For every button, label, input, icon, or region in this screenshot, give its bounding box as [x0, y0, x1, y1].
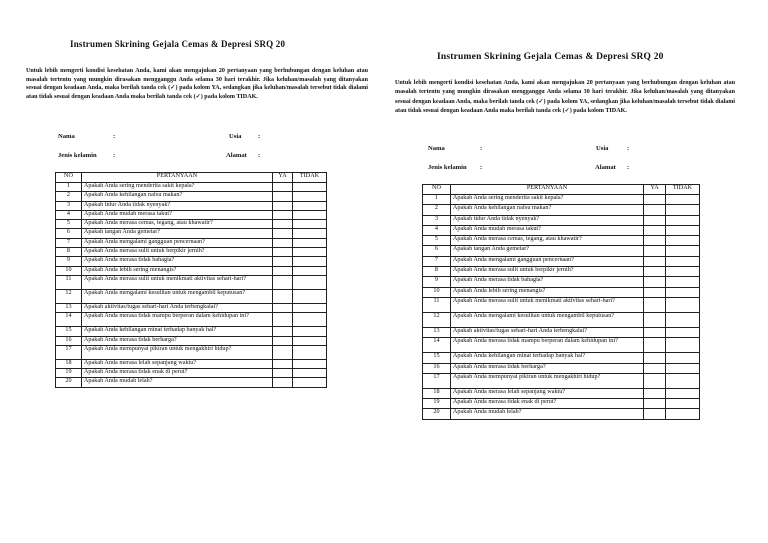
row-number: 4: [56, 210, 82, 219]
row-question: Apakah Anda merasa cemas, tegang, atau khawatir?: [81, 220, 272, 229]
row-question: Apakah tidur Anda tidak nyenyak?: [450, 215, 643, 225]
table-row: [423, 215, 700, 225]
row-question: Apakah Anda mengalami gangguan pencernaan?: [450, 256, 643, 266]
row-question: Apakah Anda mempunyai pikiran untuk mengakhiri hidup?: [81, 345, 272, 359]
usia-label: Usia: [596, 145, 609, 152]
row-question: Apakah aktivitas/tugas sehari-hari Anda terbengkalai?: [450, 327, 643, 337]
row-question: Apakah Anda merasa tidak bahagia?: [81, 257, 272, 266]
table-row: [423, 297, 700, 312]
ya-answer-cell[interactable]: [273, 229, 293, 238]
usia-colon: :: [258, 133, 261, 140]
row-number: 18: [56, 359, 82, 368]
table-header-row: [56, 173, 327, 183]
table-row: [56, 192, 327, 201]
tidak-answer-cell[interactable]: [293, 266, 327, 275]
tidak-answer-cell[interactable]: [293, 238, 327, 247]
ya-answer-cell[interactable]: [273, 345, 293, 359]
tidak-answer-cell[interactable]: [666, 388, 700, 398]
row-number: 7: [56, 238, 82, 247]
row-question: Apakah Anda mengalami kesulitan untuk mengambil keputusan?: [81, 289, 272, 303]
tidak-answer-cell[interactable]: [293, 183, 327, 192]
table-row: [423, 277, 700, 287]
row-question: Apakah tidur Anda tidak nyenyak?: [81, 201, 272, 210]
table-row: [423, 312, 700, 327]
ya-answer-cell[interactable]: [273, 313, 293, 327]
usia-colon: :: [627, 145, 630, 152]
table-row: [423, 267, 700, 277]
row-number: 7: [423, 256, 451, 266]
page-title: Instrumen Skrining Gejala Cemas & Depresi SRQ 20: [70, 39, 286, 49]
tidak-answer-cell[interactable]: [293, 313, 327, 327]
table-row: [423, 353, 700, 363]
alamat-label: Alamat: [595, 164, 616, 171]
row-number: 3: [423, 215, 451, 225]
row-question: Apakah Anda mudah merasa takut?: [450, 225, 643, 235]
table-row: [56, 345, 327, 359]
table-row: [423, 338, 700, 353]
row-question: Apakah Anda kehilangan nafsu makan?: [81, 192, 272, 201]
header-tidak: TIDAK: [666, 185, 700, 195]
tidak-answer-cell[interactable]: [666, 195, 700, 205]
table-header-row: [423, 185, 700, 195]
intro-paragraph: Untuk lebih mengerti kondisi kesehatan Anda, kami akan mengajukan 20 pertanyaan yang berhubungan dengan keluhan atau masalah tertentu yang mungkin dirasakan mengganggu Anda selama 30 hari terakhir. Jika keluhan/masalah yang ditanyakan sesuai dengan keadaan Anda, maka berilah tanda cek (✓) pada kolom YA, sedangkan jika keluhan/masalah tersebut tidak dialami atau tidak sesuai dengan keadaan Anda maka berilah tanda cek (✓) pada kolom TIDAK.: [395, 80, 735, 115]
table-row: [423, 388, 700, 398]
row-number: 20: [56, 378, 82, 387]
tidak-answer-cell[interactable]: [666, 236, 700, 246]
ya-answer-cell[interactable]: [273, 327, 293, 336]
row-number: 6: [423, 246, 451, 256]
row-number: 16: [56, 336, 82, 345]
jenis-kelamin-colon: :: [113, 152, 116, 159]
table-row: [423, 373, 700, 388]
row-question: Apakah Anda merasa tidak berharga?: [450, 363, 643, 373]
row-question: Apakah Anda sering menderita sakit kepala?: [81, 183, 272, 192]
ya-answer-cell[interactable]: [644, 246, 666, 256]
row-number: 6: [56, 229, 82, 238]
row-number: 15: [423, 353, 451, 363]
ya-answer-cell[interactable]: [644, 205, 666, 215]
row-number: 14: [423, 338, 451, 353]
header-tidak: TIDAK: [293, 173, 327, 183]
ya-answer-cell[interactable]: [273, 359, 293, 368]
row-number: 8: [56, 248, 82, 257]
row-number: 1: [423, 195, 451, 205]
tidak-answer-cell[interactable]: [666, 205, 700, 215]
tidak-answer-cell[interactable]: [293, 345, 327, 359]
table-row: [423, 256, 700, 266]
tidak-answer-cell[interactable]: [666, 297, 700, 312]
header-ya: YA: [273, 173, 293, 183]
row-number: 20: [423, 409, 451, 419]
ya-answer-cell[interactable]: [644, 363, 666, 373]
row-number: 11: [56, 275, 82, 289]
row-number: 11: [423, 297, 451, 312]
jenis-kelamin-label: Jenis kelamin: [58, 152, 97, 159]
table-row: [423, 225, 700, 235]
row-number: 5: [423, 236, 451, 246]
tidak-answer-cell[interactable]: [666, 225, 700, 235]
jenis-kelamin-label: Jenis kelamin: [428, 164, 467, 171]
table-row: [423, 246, 700, 256]
ya-answer-cell[interactable]: [273, 210, 293, 219]
table-row: [56, 378, 327, 387]
ya-answer-cell[interactable]: [644, 388, 666, 398]
tidak-answer-cell[interactable]: [666, 373, 700, 388]
table-body: [56, 183, 327, 388]
tidak-answer-cell[interactable]: [293, 192, 327, 201]
nama-colon: :: [113, 133, 116, 140]
table-row: [56, 275, 327, 289]
ya-answer-cell[interactable]: [644, 277, 666, 287]
tidak-answer-cell[interactable]: [666, 338, 700, 353]
tidak-answer-cell[interactable]: [293, 229, 327, 238]
row-question: Apakah tangan Anda gemetar?: [450, 246, 643, 256]
table-row: [56, 257, 327, 266]
tidak-answer-cell[interactable]: [666, 287, 700, 297]
tidak-answer-cell[interactable]: [293, 220, 327, 229]
ya-answer-cell[interactable]: [644, 256, 666, 266]
usia-label: Usia: [229, 133, 242, 140]
tidak-answer-cell[interactable]: [666, 327, 700, 337]
intro-paragraph: Untuk lebih mengerti kondisi kesehatan Anda, kami akan mengajukan 20 pertanyaan yang berhubungan dengan keluhan atau masalah tertentu yang mungkin dirasakan mengganggu Anda selama 30 hari terakhir. Jika keluhan/masalah yang ditanyakan sesuai dengan keadaan Anda, maka berilah tanda cek (✓) pada kolom YA, sedangkan jika keluhan/masalah tersebut tidak dialami atau tidak sesuai dengan keadaan Anda maka berilah tanda cek (✓) pada kolom TIDAK.: [26, 68, 368, 100]
ya-answer-cell[interactable]: [273, 201, 293, 210]
row-number: 12: [56, 289, 82, 303]
ya-answer-cell[interactable]: [273, 369, 293, 378]
row-question: Apakah Anda merasa lelah sepanjang waktu?: [81, 359, 272, 368]
row-number: 9: [56, 257, 82, 266]
row-number: 1: [56, 183, 82, 192]
alamat-colon: :: [258, 152, 261, 159]
table-row: [423, 399, 700, 409]
row-number: 2: [56, 192, 82, 201]
row-number: 18: [423, 388, 451, 398]
row-question: Apakah Anda merasa tidak mampu berperan dalam kehidupan ini?: [450, 338, 643, 353]
row-number: 4: [423, 225, 451, 235]
ya-answer-cell[interactable]: [644, 409, 666, 419]
row-number: 5: [56, 220, 82, 229]
ya-answer-cell[interactable]: [644, 287, 666, 297]
srq-table: [55, 172, 327, 388]
row-number: 3: [56, 201, 82, 210]
table-row: [56, 289, 327, 303]
tidak-answer-cell[interactable]: [293, 303, 327, 312]
table-row: [423, 363, 700, 373]
table-row: [56, 327, 327, 336]
tidak-answer-cell[interactable]: [293, 369, 327, 378]
tidak-answer-cell[interactable]: [666, 267, 700, 277]
row-question: Apakah Anda kehilangan minat terhadap banyak hal?: [81, 327, 272, 336]
row-question: Apakah Anda lebih sering menangis?: [81, 266, 272, 275]
ya-answer-cell[interactable]: [644, 327, 666, 337]
ya-answer-cell[interactable]: [273, 183, 293, 192]
ya-answer-cell[interactable]: [273, 303, 293, 312]
tidak-answer-cell[interactable]: [666, 246, 700, 256]
nama-label: Nama: [428, 145, 445, 152]
ya-answer-cell[interactable]: [644, 399, 666, 409]
tidak-answer-cell[interactable]: [666, 399, 700, 409]
srq-table: [422, 184, 700, 420]
row-question: Apakah aktivitas/tugas sehari-hari Anda terbengkalai?: [81, 303, 272, 312]
table-row: [423, 287, 700, 297]
row-question: Apakah Anda merasa tidak enak di perut?: [450, 399, 643, 409]
row-question: Apakah Anda lebih sering menangis?: [450, 287, 643, 297]
alamat-label: Alamat: [226, 152, 247, 159]
row-number: 12: [423, 312, 451, 327]
tidak-answer-cell[interactable]: [293, 289, 327, 303]
ya-answer-cell[interactable]: [273, 378, 293, 387]
row-question: Apakah Anda merasa sulit untuk menikmati aktivitas sehari-hari?: [450, 297, 643, 312]
row-question: Apakah Anda mempunyai pikiran untuk mengakhiri hidup?: [450, 373, 643, 388]
tidak-answer-cell[interactable]: [293, 210, 327, 219]
tidak-answer-cell[interactable]: [666, 312, 700, 327]
row-question: Apakah Anda kehilangan nafsu makan?: [450, 205, 643, 215]
row-question: Apakah Anda sering menderita sakit kepala?: [450, 195, 643, 205]
ya-answer-cell[interactable]: [273, 192, 293, 201]
tidak-answer-cell[interactable]: [293, 257, 327, 266]
header-pertanyaan: PERTANYAAN: [450, 185, 643, 195]
tidak-answer-cell[interactable]: [666, 409, 700, 419]
ya-answer-cell[interactable]: [644, 195, 666, 205]
ya-answer-cell[interactable]: [273, 336, 293, 345]
row-number: 13: [56, 303, 82, 312]
table-row: [423, 409, 700, 419]
tidak-answer-cell[interactable]: [666, 363, 700, 373]
row-question: Apakah Anda mudah merasa takut?: [81, 210, 272, 219]
alamat-colon: :: [627, 164, 630, 171]
ya-answer-cell[interactable]: [273, 248, 293, 257]
row-question: Apakah Anda merasa tidak enak di perut?: [81, 369, 272, 378]
tidak-answer-cell[interactable]: [666, 256, 700, 266]
ya-answer-cell[interactable]: [644, 297, 666, 312]
table-row: [423, 236, 700, 246]
row-number: 15: [56, 327, 82, 336]
table-row: [56, 229, 327, 238]
ya-answer-cell[interactable]: [273, 289, 293, 303]
ya-answer-cell[interactable]: [273, 220, 293, 229]
tidak-answer-cell[interactable]: [666, 277, 700, 287]
tidak-answer-cell[interactable]: [293, 327, 327, 336]
row-question: Apakah Anda mengalami kesulitan untuk mengambil keputusan?: [450, 312, 643, 327]
tidak-answer-cell[interactable]: [293, 336, 327, 345]
tidak-answer-cell[interactable]: [293, 201, 327, 210]
row-question: Apakah tangan Anda gemetar?: [81, 229, 272, 238]
ya-answer-cell[interactable]: [644, 353, 666, 363]
table-row: [423, 195, 700, 205]
row-number: 14: [56, 313, 82, 327]
tidak-answer-cell[interactable]: [293, 359, 327, 368]
header-no: NO: [56, 173, 82, 183]
row-question: Apakah Anda mudah lelah?: [450, 409, 643, 419]
row-number: 19: [423, 399, 451, 409]
ya-answer-cell[interactable]: [644, 236, 666, 246]
row-number: 9: [423, 277, 451, 287]
row-question: Apakah Anda merasa sulit untuk berpikir jernih?: [81, 248, 272, 257]
tidak-answer-cell[interactable]: [293, 275, 327, 289]
row-question: Apakah Anda merasa sulit untuk berpikir jernih?: [450, 267, 643, 277]
tidak-answer-cell[interactable]: [666, 215, 700, 225]
ya-answer-cell[interactable]: [644, 215, 666, 225]
ya-answer-cell[interactable]: [273, 266, 293, 275]
header-ya: YA: [644, 185, 666, 195]
row-question: Apakah Anda mudah lelah?: [81, 378, 272, 387]
row-question: Apakah Anda merasa lelah sepanjang waktu?: [450, 388, 643, 398]
jenis-kelamin-colon: :: [480, 164, 483, 171]
row-question: Apakah Anda kehilangan minat terhadap banyak hal?: [450, 353, 643, 363]
header-pertanyaan: PERTANYAAN: [81, 173, 272, 183]
nama-label: Nama: [58, 133, 75, 140]
table-row: [56, 201, 327, 210]
row-number: 2: [423, 205, 451, 215]
row-number: 13: [423, 327, 451, 337]
tidak-answer-cell[interactable]: [293, 248, 327, 257]
row-number: 17: [56, 345, 82, 359]
row-number: 16: [423, 363, 451, 373]
row-question: Apakah Anda merasa sulit untuk menikmati aktivitas sehari-hari?: [81, 275, 272, 289]
row-question: Apakah Anda merasa cemas, tegang, atau khawatir?: [450, 236, 643, 246]
row-number: 10: [56, 266, 82, 275]
row-number: 17: [423, 373, 451, 388]
ya-answer-cell[interactable]: [644, 225, 666, 235]
ya-answer-cell[interactable]: [644, 338, 666, 353]
row-question: Apakah Anda merasa tidak mampu berperan dalam kehidupan ini?: [81, 313, 272, 327]
ya-answer-cell[interactable]: [644, 267, 666, 277]
row-number: 19: [56, 369, 82, 378]
ya-answer-cell[interactable]: [273, 275, 293, 289]
tidak-answer-cell[interactable]: [666, 353, 700, 363]
table-row: [56, 336, 327, 345]
ya-answer-cell[interactable]: [644, 312, 666, 327]
header-no: NO: [423, 185, 451, 195]
tidak-answer-cell[interactable]: [293, 378, 327, 387]
ya-answer-cell[interactable]: [273, 257, 293, 266]
ya-answer-cell[interactable]: [644, 373, 666, 388]
table-row: [423, 327, 700, 337]
table-row: [423, 205, 700, 215]
row-number: 8: [423, 267, 451, 277]
row-question: Apakah Anda merasa tidak bahagia?: [450, 277, 643, 287]
row-number: 10: [423, 287, 451, 297]
table-row: [56, 313, 327, 327]
row-question: Apakah Anda mengalami gangguan pencernaan?: [81, 238, 272, 247]
nama-colon: :: [480, 145, 483, 152]
page-title: Instrumen Skrining Gejala Cemas & Depresi SRQ 20: [437, 52, 664, 62]
table-body: [423, 195, 700, 420]
ya-answer-cell[interactable]: [273, 238, 293, 247]
row-question: Apakah Anda merasa tidak berharga?: [81, 336, 272, 345]
